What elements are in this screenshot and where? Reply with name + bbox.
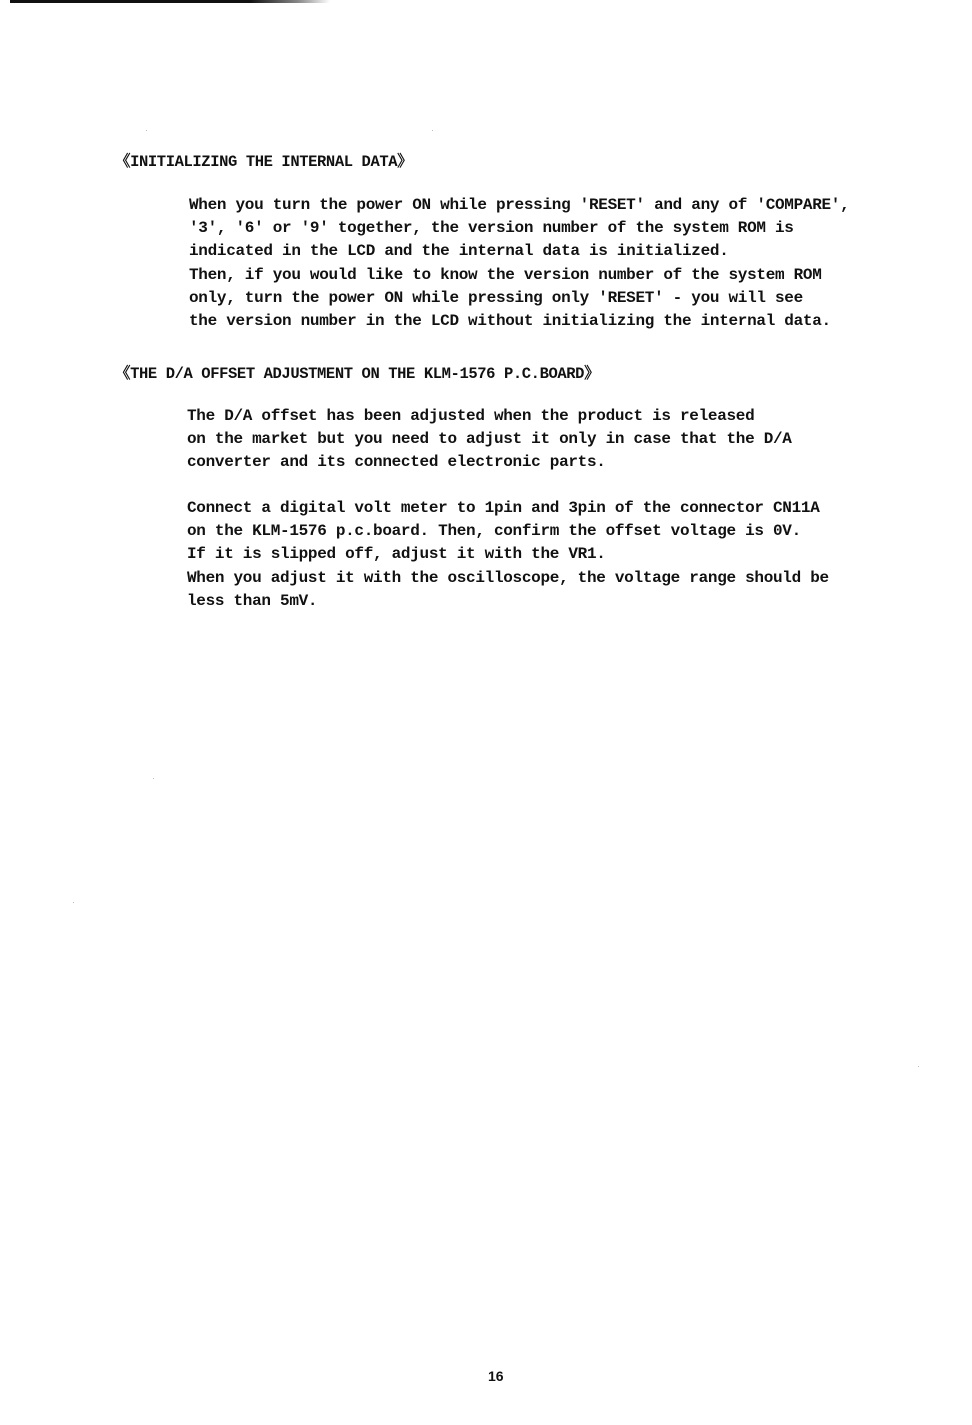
text-line: Connect a digital volt meter to 1pin and 3pin of the connector CN11A bbox=[187, 499, 820, 517]
paragraph-da-offset-intro bbox=[187, 405, 792, 475]
page-number: 16 bbox=[488, 1368, 504, 1384]
text-line: the version number in the LCD without initializing the internal data. bbox=[189, 312, 831, 331]
paragraph-da-offset-procedure bbox=[187, 497, 829, 613]
scan-speck bbox=[153, 778, 154, 779]
section-heading-initializing: 《INITIALIZING THE INTERNAL DATA》 bbox=[115, 153, 413, 171]
scan-speck bbox=[73, 902, 74, 903]
text-line: If it is slipped off, adjust it with the VR1. bbox=[187, 545, 606, 564]
text-line: '3', '6' or '9' together, the version number of the system ROM is bbox=[189, 219, 794, 238]
text-line: on the market but you need to adjust it only in case that the D/A bbox=[187, 430, 792, 449]
top-border-rule bbox=[10, 0, 330, 3]
text-line: only, turn the power ON while pressing only 'RESET' - you will see bbox=[189, 288, 803, 307]
section-heading-da-offset: 《THE D/A OFFSET ADJUSTMENT ON THE KLM-1576 P.C.BOARD》 bbox=[115, 365, 600, 383]
text-line: Then, if you would like to know the version number of the system ROM bbox=[189, 265, 822, 284]
text-line: The D/A offset has been adjusted when the product is released bbox=[187, 407, 755, 425]
text-line: When you turn the power ON while pressing 'RESET' and any of 'COMPARE', bbox=[189, 196, 850, 214]
paragraph-initializing bbox=[189, 194, 849, 333]
scan-speck bbox=[918, 1066, 919, 1067]
text-line: When you adjust it with the oscilloscope, the voltage range should be bbox=[187, 568, 829, 587]
text-line: converter and its connected electronic parts. bbox=[187, 453, 606, 472]
scan-speck bbox=[432, 130, 433, 131]
text-line: indicated in the LCD and the internal data is initialized. bbox=[189, 242, 729, 261]
text-line: on the KLM-1576 p.c.board. Then, confirm the offset voltage is 0V. bbox=[187, 522, 801, 541]
text-line: less than 5mV. bbox=[187, 591, 318, 610]
scan-speck bbox=[146, 130, 147, 131]
